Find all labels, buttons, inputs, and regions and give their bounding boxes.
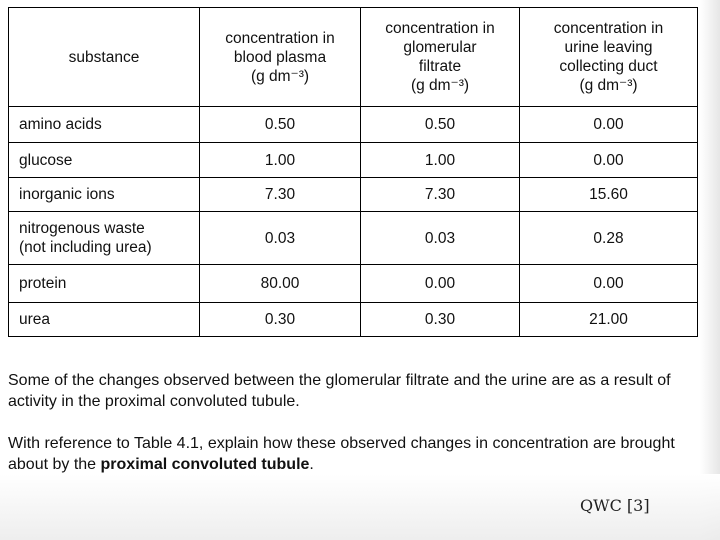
emphasis-proximal-tubule: proximal convoluted tubule xyxy=(100,456,310,473)
table-header-row xyxy=(9,8,698,107)
urine-cell: 15.60 xyxy=(520,178,698,212)
table-row xyxy=(9,303,698,337)
filtrate-cell: 0.50 xyxy=(361,107,520,143)
substance-cell: urea xyxy=(9,303,200,337)
filtrate-cell: 1.00 xyxy=(361,143,520,178)
urine-cell: 0.00 xyxy=(520,265,698,303)
filtrate-cell: 0.30 xyxy=(361,303,520,337)
filtrate-cell: 0.00 xyxy=(361,265,520,303)
substance-cell: glucose xyxy=(9,143,200,178)
table-row xyxy=(9,107,698,143)
header-substance: substance xyxy=(9,8,200,107)
question-instruction-paragraph: With reference to Table 4.1, explain how these observed changes in concentration are brought about by the proximal convoluted tubule. xyxy=(8,435,675,473)
plasma-cell: 80.00 xyxy=(200,265,361,303)
substance-cell: nitrogenous waste (not including urea) xyxy=(9,212,200,265)
urine-cell: 0.00 xyxy=(520,143,698,178)
substance-cell: inorganic ions xyxy=(9,178,200,212)
table-row xyxy=(9,212,698,265)
marks-label: QWC [3] xyxy=(580,496,650,515)
plasma-cell: 7.30 xyxy=(200,178,361,212)
table-row xyxy=(9,143,698,178)
substance-cell: amino acids xyxy=(9,107,200,143)
substance-cell: protein xyxy=(9,265,200,303)
plasma-cell: 1.00 xyxy=(200,143,361,178)
question-intro-paragraph: Some of the changes observed between the glomerular filtrate and the urine are as a result of activity in the proximal convoluted tubule. xyxy=(8,372,671,410)
plasma-cell: 0.30 xyxy=(200,303,361,337)
concentration-table xyxy=(8,7,698,337)
header-urine: concentration in urine leaving collecting duct (g dm⁻³) xyxy=(520,8,698,107)
urine-cell: 21.00 xyxy=(520,303,698,337)
plasma-cell: 0.50 xyxy=(200,107,361,143)
page-edge-shadow xyxy=(700,0,720,540)
urine-cell: 0.28 xyxy=(520,212,698,265)
filtrate-cell: 0.03 xyxy=(361,212,520,265)
filtrate-cell: 7.30 xyxy=(361,178,520,212)
table-row xyxy=(9,178,698,212)
urine-cell: 0.00 xyxy=(520,107,698,143)
header-blood-plasma: concentration in blood plasma (g dm⁻³) xyxy=(200,8,361,107)
plasma-cell: 0.03 xyxy=(200,212,361,265)
header-glomerular-filtrate: concentration in glomerular filtrate (g dm⁻³) xyxy=(361,8,520,107)
table-row xyxy=(9,265,698,303)
